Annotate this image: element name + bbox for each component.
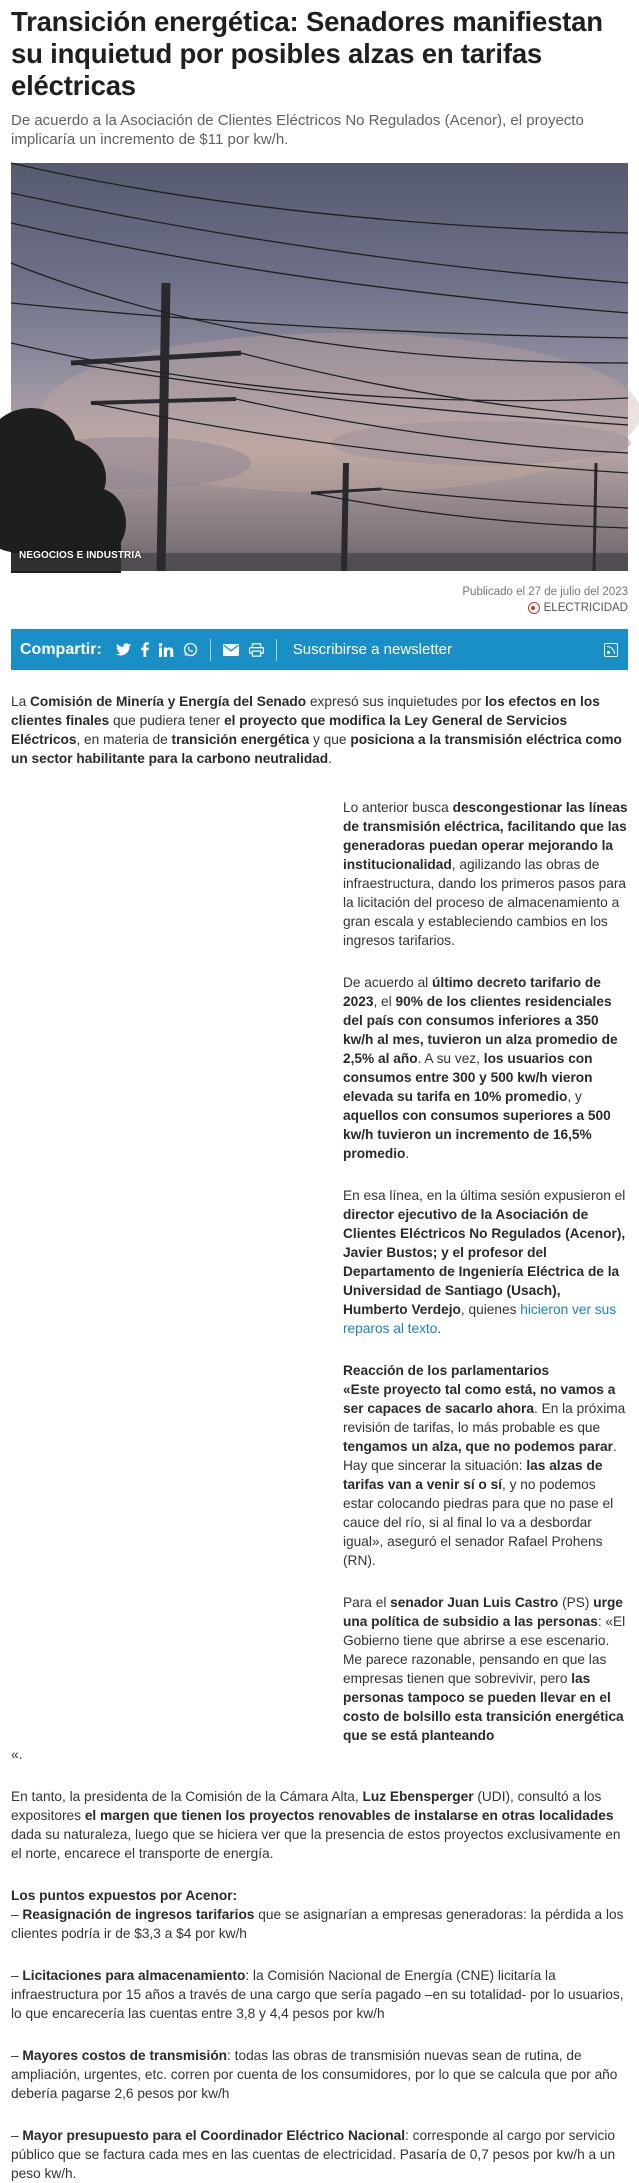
category-icon (528, 602, 540, 614)
highlight: Mayor presupuesto para el Coordinador Eléctrico Nacional (22, 2128, 406, 2143)
text: . En la próxima revisión de tarifas, lo más probable es que (343, 1401, 626, 1435)
highlight: aquellos con consumos superiores a 500 kw/h tuvieron un incremento de 16,5% promedio (343, 1108, 611, 1161)
text: En tanto, la presidenta de la Comisión de la Cámara Alta, (11, 1789, 363, 1804)
text: Para el (343, 1595, 391, 1610)
article-lede: De acuerdo a la Asociación de Clientes Eléctricos No Regulados (Acenor), el proyecto implicaría un incremento de $11 por kw/h. (11, 112, 584, 148)
paragraph-tariff-decree (343, 973, 628, 1163)
paragraph-castro (11, 1593, 628, 1764)
paragraph-objective (343, 798, 628, 950)
right-column (343, 798, 628, 1570)
text: . Hay que sincerar la situación: (343, 1439, 617, 1473)
highlight: director ejecutivo de la Asociación de Clientes Eléctricos No Regulados (Acenor), Javier Bustos; y el profesor del Departamento de Ingeniería Eléctrica de la Universidad de Santiago (Usach), Humberto Verdejo (343, 1207, 626, 1317)
text: : la Comisión Nacional de Energía (CNE) licitaría la infraestructura por 15 años a través de una cargo que sería pagado –en su totalidad- por lo usuarios, lo que encarecería las cuentas entre 3,8 y 4,4 pesos por kw/h (11, 1968, 624, 2021)
highlight: las personas tampoco se pueden llevar en el costo de bolsillo esta transición energética que se está planteando (343, 1671, 624, 1743)
text: , y no podemos estar colocando piedras para que no pase el cauce del río, si al final lo va a desbordar igual», aseguró el senador Rafael Prohens (RN). (343, 1477, 614, 1568)
highlight: descongestionar las líneas de transmisión eléctrica, facilitando que las generadoras puedan operar mejorando la institucionalidad (343, 800, 628, 872)
highlight: Comisión de Minería y Energía del Senado (30, 694, 307, 709)
share-label: Compartir: (20, 640, 102, 658)
newsletter-link[interactable]: Suscribirse a newsletter (292, 641, 453, 658)
paragraph-coordinator (11, 2126, 628, 2183)
text: . (437, 1321, 442, 1336)
text: La (11, 694, 31, 709)
text: que se asignarían a empresas generadoras: la pérdida a los clientes podría ir de $3,3 a $4 por kw/h (11, 1907, 624, 1941)
subheading: Los puntos expuestos por Acenor: (11, 1888, 238, 1903)
share-divider-2 (276, 639, 277, 661)
text: , agilizando las obras de infraestructura, dando los primeros pasos para la licitación del proceso de almacenamiento a gran escala y estableciendo cambios en los ingresos tarifarios. (343, 857, 627, 948)
facebook-icon[interactable] (141, 642, 149, 657)
highlight: Reasignación de ingresos tarifarios (22, 1907, 255, 1922)
text: : corresponde al cargo por servicio público que se factura cada mes en las cuentas de electricidad. Pasaría de 0,7 pesos por kw/h a un peso kw/h. (11, 2128, 616, 2181)
paragraph-intro (11, 692, 628, 768)
highlight: las alzas de tarifas van a venir sí o sí (343, 1458, 603, 1492)
highlight: los usuarios con consumos entre 300 y 500 kw/h vieron elevada su tarifa en 10% promedio (343, 1051, 593, 1104)
text: De acuerdo al (343, 975, 433, 990)
whatsapp-icon[interactable] (183, 642, 198, 657)
text: (PS) (558, 1595, 594, 1610)
text: que pudiera tener (109, 713, 225, 728)
text: – (11, 1968, 23, 1983)
text: En esa línea, en la última sesión expusieron el (343, 1188, 626, 1203)
highlight: posiciona a la transmisión eléctrica como un sector habilitante para la carbono neutralidad (11, 732, 622, 766)
highlight: Licitaciones para almacenamiento (22, 1968, 246, 1983)
highlight: senador Juan Luis Castro (390, 1595, 559, 1610)
highlight: último decreto tarifario de 2023 (343, 975, 601, 1009)
text: , y (567, 1089, 582, 1104)
text: , el (373, 994, 396, 1009)
text: , en materia de (76, 732, 172, 747)
article-title: Transición energética: Senadores manifiestan su inquietud por posibles alzas en tarifas eléctricas (11, 6, 603, 101)
article-meta (11, 584, 628, 619)
paragraph-reaction (343, 1361, 628, 1570)
highlight: los efectos en los clientes finales (11, 694, 600, 728)
paragraph-transmission-costs (11, 2046, 628, 2103)
category-label: ELECTRICIDAD (543, 602, 628, 614)
paragraph-session (343, 1186, 628, 1338)
highlight: Luz Ebensperger (362, 1789, 474, 1804)
text: – (11, 2128, 23, 2143)
highlight: el proyecto que modifica la Ley General de Servicios Eléctricos (11, 713, 568, 747)
reparos-link[interactable]: hicieron ver sus reparos al texto (343, 1302, 617, 1336)
email-icon[interactable] (223, 644, 239, 656)
text: y que (309, 732, 351, 747)
publish-date: Publicado el 27 de julio del 2023 (462, 586, 628, 598)
hero-image (11, 163, 628, 571)
text: dada su naturaleza, luego que se hiciera ver que la presencia de estos proyectos exclusivamente en el norte, encarece el transporte de energía. (11, 1827, 621, 1861)
paragraph-ebensperger (11, 1787, 628, 1863)
text: . (405, 1146, 410, 1161)
text: (UDI), consultó a los expositores (11, 1789, 602, 1823)
castro-column (343, 1593, 628, 1745)
highlight: urge una política de subsidio a las personas (343, 1595, 623, 1629)
linkedin-icon[interactable] (159, 643, 173, 657)
power-lines-illustration (11, 163, 628, 571)
highlight: el margen que tienen los proyectos renovables de instalarse en otras localidades (84, 1808, 614, 1823)
text: . (328, 751, 332, 766)
text: : «El Gobierno tiene que abrirse a ese escenario. Me parece razonable, pensando en que las empresas tienen que sobrevivir, pero (343, 1614, 626, 1686)
article-body (11, 692, 628, 2183)
share-divider (210, 639, 211, 661)
highlight: Mayores costos de transmisión (22, 2048, 228, 2063)
paragraph-storage (11, 1966, 628, 2023)
highlight: transición energética (171, 732, 310, 747)
text: «. (11, 1747, 23, 1762)
text: . A su vez, (417, 1051, 484, 1066)
image-category-tag: NEGOCIOS E INDUSTRIA (19, 550, 142, 561)
text: : todas las obras de transmisión nuevas sean de rutina, de ampliación, urgentes, etc. corren por cuenta de los consumidores, por lo que se calcula que por año debería pagarse 2,6 pesos por kw/h (11, 2048, 618, 2101)
paragraph-acenor-points (11, 1886, 628, 1943)
text: – (11, 1907, 23, 1922)
twitter-icon[interactable] (116, 643, 131, 656)
highlight: 90% de los clientes residenciales del país con consumos inferiores a 350 kw/h al mes, tuvieron un alza promedio de 2,5% al año (343, 994, 618, 1066)
share-bar (11, 629, 628, 670)
text: expresó sus inquietudes por (306, 694, 485, 709)
subheading: Reacción de los parlamentarios (343, 1363, 550, 1378)
print-icon[interactable] (249, 643, 264, 657)
highlight: tengamos un alza, que no podemos parar (343, 1439, 613, 1454)
text: – (11, 2048, 23, 2063)
category-link[interactable] (528, 600, 628, 616)
text: , quienes (460, 1302, 521, 1317)
highlight: «Este proyecto tal como está, no vamos a ser capaces de sacarlo ahora (343, 1382, 616, 1416)
text: Lo anterior busca (343, 800, 453, 815)
rss-icon[interactable] (604, 643, 618, 657)
